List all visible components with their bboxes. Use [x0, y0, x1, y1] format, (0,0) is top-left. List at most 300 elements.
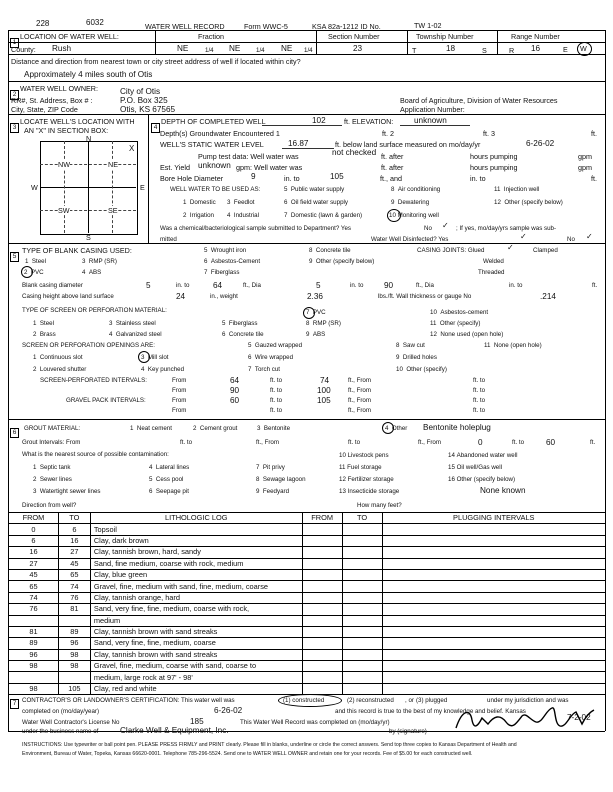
gravel-1-from-value[interactable]: 60	[230, 396, 240, 405]
opening-gauzed[interactable]: 5 Gauzed wrapped	[248, 342, 303, 349]
bore-in-to: in. to	[284, 174, 300, 183]
plug-interval-cell[interactable]	[382, 581, 605, 592]
joints-welded[interactable]: Welded	[483, 258, 504, 265]
bore-in-to-2: in. to	[470, 174, 486, 183]
log-from-cell[interactable]: 6	[9, 535, 59, 546]
log-to-cell[interactable]: 105	[58, 683, 90, 694]
gravel-ft-from-1: ft., From	[348, 397, 372, 404]
section-number-label: Section Number	[328, 32, 380, 41]
openings-label: SCREEN OR PERFORATION OPENINGS ARE:	[22, 342, 155, 349]
plug-from-cell[interactable]	[302, 569, 342, 580]
plug-interval-cell[interactable]	[382, 649, 605, 660]
use-5[interactable]: 5 Public water supply	[284, 186, 345, 193]
plug-from-cell[interactable]	[302, 604, 342, 615]
county-label: County:	[11, 45, 36, 54]
plug-interval-cell[interactable]	[382, 638, 605, 649]
log-to-cell[interactable]: 27	[58, 547, 90, 558]
grout-label: GROUT MATERIAL:	[24, 425, 81, 432]
log-description-cell[interactable]: Clay, dark brown	[90, 535, 302, 546]
joints-threaded[interactable]: Threaded	[478, 269, 505, 276]
township-value[interactable]: 18	[446, 44, 456, 53]
casing-wrought[interactable]: 5 Wrought iron	[204, 247, 247, 254]
casing-other[interactable]: 9 Other (specify below)	[309, 258, 375, 265]
log-from-cell[interactable]: 81	[9, 626, 59, 637]
perf-ft-from-1: ft., From	[348, 377, 372, 384]
check-mark-icon: ✓	[442, 221, 449, 230]
section-5-marker: 5	[10, 245, 20, 263]
blank-to-value[interactable]: 64	[213, 281, 223, 290]
log-to-cell[interactable]: 16	[58, 535, 90, 546]
table-row	[9, 604, 606, 615]
col-plugging-intervals: PLUGGING INTERVALS	[382, 513, 605, 524]
plug-from-cell[interactable]	[302, 581, 342, 592]
fraction-3[interactable]: NE	[281, 44, 293, 53]
plug-to-cell[interactable]	[342, 558, 382, 569]
col-from: FROM	[9, 513, 59, 524]
signature-label: by (signature)	[389, 728, 427, 735]
blank-ft-dia: ft., Dia	[243, 282, 261, 289]
plug-to-cell[interactable]	[342, 683, 382, 694]
yield-gpm: gpm	[578, 163, 592, 172]
log-to-cell[interactable]: 89	[58, 626, 90, 637]
quarter-mark: 1/4	[256, 47, 265, 54]
nw-label: NW	[58, 160, 70, 169]
grout-bentonite[interactable]: 3 Bentonite	[257, 425, 291, 432]
distance-value[interactable]: Approximately 4 miles south of Otis	[24, 70, 153, 79]
static-level-date[interactable]: 6-26-02	[526, 139, 555, 148]
log-description-cell[interactable]: Clay, tannish brown with sand streaks	[90, 626, 302, 637]
divider	[8, 81, 605, 82]
contam-3[interactable]: 3 Watertight sewer lines	[33, 488, 101, 495]
log-from-cell[interactable]: 74	[9, 592, 59, 603]
plug-to-cell[interactable]	[342, 649, 382, 660]
contam-2[interactable]: 2 Sewer lines	[33, 476, 72, 483]
gravel-ft-to-1b: ft. to	[473, 397, 486, 404]
log-from-cell[interactable]: 16	[9, 547, 59, 558]
table-row	[9, 615, 606, 626]
groundwater-label: Depth(s) Groundwater Encountered 1	[160, 129, 280, 138]
plug-to-cell[interactable]	[342, 626, 382, 637]
log-description-cell[interactable]: Sand, fine medium, coarse with rock, medium	[90, 558, 302, 569]
log-description-cell[interactable]: medium	[90, 615, 302, 626]
opening-louvered[interactable]: 2 Louvered shutter	[33, 366, 87, 373]
gauge-value[interactable]: .214	[540, 292, 556, 301]
casing-concrete[interactable]: 8 Concrete tile	[309, 247, 351, 254]
chem-no: No	[424, 225, 432, 232]
log-description-cell[interactable]: Sand, very fine, fine, medium, coarse with rock,	[90, 604, 302, 615]
pump-gpm: gpm	[578, 152, 592, 161]
bore-ft-and: ft., and	[380, 174, 402, 183]
divider	[8, 42, 605, 43]
contamination-label: What is the nearest source of possible contamination:	[22, 451, 169, 458]
section-value[interactable]: 23	[353, 44, 363, 53]
grout-other[interactable]: 4 Other	[385, 425, 408, 432]
record-completed-label: This Water Well Record was completed on (mo/day/yr)	[240, 719, 390, 726]
form-tw: TW 1-02	[414, 21, 442, 30]
use-2[interactable]: 2 Irrigation	[183, 212, 214, 219]
use-label: WELL WATER TO BE USED AS:	[170, 186, 261, 193]
header-number-2: 6032	[86, 18, 104, 27]
perf-ft-to-2: ft. to	[270, 387, 283, 394]
contam-16[interactable]: 16 Other (specify below)	[448, 476, 516, 483]
contam-13[interactable]: 13 Insecticide storage	[339, 488, 400, 495]
form-code: Form WWC-5	[244, 22, 288, 31]
blank-diameter-label: Blank casing diameter	[22, 282, 83, 289]
table-row	[9, 535, 606, 546]
log-from-cell[interactable]: 98	[9, 683, 59, 694]
plug-from-cell[interactable]	[302, 626, 342, 637]
plug-from-cell[interactable]	[302, 661, 342, 672]
opening-key[interactable]: 4 Key punched	[141, 366, 185, 373]
col-to: TO	[58, 513, 90, 524]
perf-ft-from-2: ft., From	[348, 387, 372, 394]
plug-interval-cell[interactable]	[382, 672, 605, 683]
bore-diameter-value[interactable]: 9	[251, 172, 256, 181]
owner-label: WATER WELL OWNER:	[20, 84, 98, 93]
log-from-cell[interactable]: 0	[9, 524, 59, 535]
perf-1-from-value[interactable]: 64	[230, 376, 240, 385]
log-from-cell[interactable]: 96	[9, 649, 59, 660]
casing-abs[interactable]: 4 ABS	[82, 269, 102, 276]
completed-value[interactable]: 6-26-02	[214, 706, 243, 715]
opening-saw[interactable]: 8 Saw cut	[396, 342, 425, 349]
contam-7[interactable]: 7 Pit privy	[256, 464, 285, 471]
perforated-intervals-label: SCREEN-PERFORATED INTERVALS:	[40, 377, 147, 384]
section-box-horizontal	[40, 187, 136, 188]
plug-from-cell[interactable]	[302, 672, 342, 683]
grout-ft-from-2: ft., From	[418, 439, 442, 446]
range-value[interactable]: 16	[531, 44, 541, 53]
fraction-2[interactable]: NE	[229, 44, 241, 53]
plug-from-cell[interactable]	[302, 524, 342, 535]
use-7[interactable]: 7 Domestic (lawn & garden)	[284, 212, 363, 219]
plug-interval-cell[interactable]	[382, 524, 605, 535]
log-from-cell[interactable]: 27	[9, 558, 59, 569]
use-6[interactable]: 6 Oil field water supply	[284, 199, 348, 206]
plug-interval-cell[interactable]	[382, 615, 605, 626]
contam-11[interactable]: 11 Fuel storage	[339, 464, 382, 471]
form-ksa: KSA 82a-1212 ID No.	[312, 22, 381, 31]
cert-plugged[interactable]: (3) plugged	[416, 697, 448, 704]
log-from-cell[interactable]: 89	[9, 638, 59, 649]
plug-interval-cell[interactable]	[382, 569, 605, 580]
screen-fiberglass[interactable]: 5 Fiberglass	[222, 320, 258, 327]
divider	[8, 114, 605, 115]
gw-ft-2: ft. 2	[382, 129, 394, 138]
grid-dashed	[112, 141, 113, 233]
elevation-label: ft. ELEVATION:	[344, 117, 394, 126]
plug-to-cell[interactable]	[342, 547, 382, 558]
dia-2-in-to: in. to	[350, 282, 364, 289]
gravel-ft-from-2: ft., From	[348, 407, 372, 414]
not-checked-value[interactable]: not checked	[332, 148, 377, 157]
cert-constructed[interactable]: (1) constructed	[283, 697, 325, 704]
plug-to-cell[interactable]	[342, 661, 382, 672]
log-to-cell[interactable]: 98	[58, 649, 90, 660]
log-to-cell[interactable]: 81	[58, 604, 90, 615]
table-row	[9, 649, 606, 660]
plug-to-cell[interactable]	[342, 569, 382, 580]
screen-steel[interactable]: 1 Steel	[33, 320, 54, 327]
grout-ft-to: ft. to	[180, 439, 193, 446]
fraction-1[interactable]: NE	[177, 44, 189, 53]
screen-other[interactable]: 11 Other (specify)	[430, 320, 481, 327]
plug-from-cell[interactable]	[302, 592, 342, 603]
screen-asbestos[interactable]: 10 Asbestos-cement	[430, 309, 489, 316]
east-label: E	[140, 183, 145, 192]
depth-value[interactable]: 102	[312, 116, 326, 125]
distance-label: Distance and direction from nearest town or city street address of well if located within city?	[11, 57, 301, 66]
log-description-cell[interactable]: medium, large rock at 97' - 98'	[90, 672, 302, 683]
log-description-cell[interactable]: Clay, tannish brown with sand streaks	[90, 649, 302, 660]
log-from-cell[interactable]: 76	[9, 604, 59, 615]
log-description-cell[interactable]: Clay, tannish brown, hard, sandy	[90, 547, 302, 558]
table-row	[9, 592, 606, 603]
casing-steel[interactable]: 1 Steel	[25, 258, 46, 265]
plug-to-cell[interactable]	[342, 604, 382, 615]
lithologic-log-table	[8, 512, 606, 695]
grout-from-value[interactable]: 0	[478, 438, 483, 447]
screen-abs[interactable]: 9 ABS	[306, 331, 326, 338]
height-value[interactable]: 24	[176, 292, 186, 301]
plug-interval-cell[interactable]	[382, 626, 605, 637]
gw-ft-end: ft.	[591, 129, 597, 138]
plug-interval-cell[interactable]	[382, 547, 605, 558]
screen-stainless[interactable]: 3 Stainless steel	[109, 320, 156, 327]
license-value[interactable]: 185	[190, 717, 204, 726]
address-label: RR#, St. Address, Box # :	[11, 96, 93, 105]
owner-value[interactable]: City of Otis	[120, 87, 161, 96]
screen-rmp[interactable]: 8 RMP (SR)	[306, 320, 341, 327]
perf-ft-to-2b: ft. to	[473, 387, 486, 394]
quarter-mark: 1/4	[205, 47, 214, 54]
opening-other[interactable]: 10 Other (specify)	[396, 366, 447, 373]
table-row	[9, 558, 606, 569]
chem-tail: ; If yes, mo/day/yrs sample was sub-	[456, 225, 557, 232]
record-date-value[interactable]: 7-2-02	[567, 713, 591, 722]
dia-2-value[interactable]: 5	[316, 281, 321, 290]
opening-none[interactable]: 11 None (open hole)	[484, 342, 542, 349]
disinfected-no: No	[567, 236, 575, 243]
perf-from-1: From	[172, 377, 187, 384]
plug-to-cell[interactable]	[342, 615, 382, 626]
locate-label-2: AN "X" IN SECTION BOX:	[24, 126, 109, 135]
grout-cement[interactable]: 2 Cement grout	[193, 425, 238, 432]
log-description-cell[interactable]: Clay, tannish orange, hard	[90, 592, 302, 603]
screen-none[interactable]: 12 None used (open hole)	[430, 331, 504, 338]
plug-to-cell[interactable]	[342, 535, 382, 546]
city-label: City, State, ZIP Code	[11, 105, 78, 114]
perf-1-to-value[interactable]: 74	[320, 376, 330, 385]
city-value[interactable]: Otis, KS 67565	[120, 105, 176, 114]
elevation-value[interactable]: unknown	[414, 116, 447, 125]
plug-from-cell[interactable]	[302, 547, 342, 558]
log-to-cell[interactable]: 74	[58, 581, 90, 592]
perf-2-from-value[interactable]: 90	[230, 386, 240, 395]
opening-wire[interactable]: 6 Wire wrapped	[248, 354, 294, 361]
log-to-cell[interactable]: 76	[58, 592, 90, 603]
use-12[interactable]: 12 Other (specify below)	[494, 199, 563, 206]
opening-drilled[interactable]: 9 Drilled holes	[396, 354, 437, 361]
use-9[interactable]: 9 Dewatering	[391, 199, 430, 206]
plug-to-cell[interactable]	[342, 524, 382, 535]
gravel-1-to-value[interactable]: 105	[317, 396, 331, 405]
use-10[interactable]: 10 Monitoring well	[389, 212, 439, 219]
log-from-cell[interactable]: 65	[9, 581, 59, 592]
log-to-cell[interactable]: 98	[58, 661, 90, 672]
use-11[interactable]: 11 Injection well	[494, 186, 540, 193]
use-8[interactable]: 8 Air conditioning	[391, 186, 441, 193]
log-to-cell[interactable]: 96	[58, 638, 90, 649]
opening-torch[interactable]: 7 Torch cut	[248, 366, 280, 373]
est-yield-value[interactable]: unknown	[198, 161, 231, 170]
log-from-cell[interactable]: 45	[9, 569, 59, 580]
plug-from-cell[interactable]	[302, 649, 342, 660]
static-level-label: WELL'S STATIC WATER LEVEL	[160, 140, 264, 149]
use-4[interactable]: 4 Industrial	[227, 212, 259, 219]
contam-1[interactable]: 1 Septic tank	[33, 464, 71, 471]
plug-to-cell[interactable]	[342, 581, 382, 592]
joints-clamped[interactable]: Clamped	[533, 247, 558, 254]
plug-interval-cell[interactable]	[382, 535, 605, 546]
screen-pvc[interactable]: 7 PVC	[306, 309, 326, 316]
cert-reconstructed[interactable]: (2) reconstructed	[347, 697, 394, 704]
log-description-cell[interactable]: Gravel, fine, medium with sand, fine, medium, coarse	[90, 581, 302, 592]
log-to-cell[interactable]: 65	[58, 569, 90, 580]
plug-from-cell[interactable]	[302, 558, 342, 569]
opening-continuous[interactable]: 1 Continuous slot	[33, 354, 83, 361]
screen-galvanized[interactable]: 4 Galvanized steel	[109, 331, 162, 338]
log-to-cell[interactable]	[58, 615, 90, 626]
pump-hours: hours pumping	[470, 152, 518, 161]
plug-interval-cell[interactable]	[382, 683, 605, 694]
log-description-cell[interactable]: Topsoil	[90, 524, 302, 535]
contam-5[interactable]: 5 Cess pool	[149, 476, 184, 483]
casing-pvc[interactable]: 2 PVC	[24, 269, 44, 276]
contam-8[interactable]: 8 Sewage lagoon	[256, 476, 306, 483]
business-value[interactable]: Clarke Well & Equipment, Inc.	[120, 726, 229, 735]
grid-dashed	[40, 210, 136, 211]
contam-9[interactable]: 9 Feedyard	[256, 488, 290, 495]
table-row	[9, 569, 606, 580]
contam-6[interactable]: 6 Seepage pit	[149, 488, 189, 495]
underline	[262, 125, 342, 126]
log-to-cell[interactable]: 6	[58, 524, 90, 535]
table-row	[9, 581, 606, 592]
contam-4[interactable]: 4 Lateral lines	[149, 464, 190, 471]
grout-to-value[interactable]: 60	[546, 438, 556, 447]
section-box[interactable]	[40, 141, 138, 235]
plug-to-cell[interactable]	[342, 638, 382, 649]
log-description-cell[interactable]: Gravel, fine, medium, coarse with sand, coarse to	[90, 661, 302, 672]
log-to-cell[interactable]: 45	[58, 558, 90, 569]
static-level-middle: ft. below land surface measured on mo/day/yr	[335, 140, 481, 149]
height-label: Casing height above land surface	[22, 293, 114, 300]
instructions-line-2: Environment, Bureau of Water, Topeka, Kansas 66620-0001. Telephone 785-296-5524. Send one to WATER WELL OWNER and retain one for your records. Fee of $5.00 for each constructed well.	[22, 751, 473, 757]
log-from-cell[interactable]	[9, 615, 59, 626]
form-title: WATER WELL RECORD	[145, 22, 225, 31]
header-number-1: 228	[36, 19, 50, 28]
plug-from-cell[interactable]	[302, 535, 342, 546]
dia-2-ft-dia: ft., Dia	[416, 282, 434, 289]
col-from-2: FROM	[302, 513, 342, 524]
contam-12[interactable]: 12 Fertilizer storage	[339, 476, 394, 483]
static-level-value[interactable]: 16.87	[288, 139, 309, 148]
casing-rmp[interactable]: 3 RMP (SR)	[82, 258, 117, 265]
plug-from-cell[interactable]	[302, 638, 342, 649]
weight-value[interactable]: 2.36	[307, 292, 323, 301]
plug-interval-cell[interactable]	[382, 661, 605, 672]
grout-ft-to-2: ft. to	[348, 439, 361, 446]
log-description-cell[interactable]: Clay, red and white	[90, 683, 302, 694]
divider	[8, 243, 605, 244]
casing-asbestos[interactable]: 6 Asbestos-Cement	[204, 258, 261, 265]
casing-joints-label: CASING JOINTS: Glued	[417, 247, 485, 254]
divider	[497, 30, 498, 54]
completed-label: completed on (mo/day/year)	[22, 708, 100, 715]
use-1[interactable]: 1 Domestic	[183, 199, 216, 206]
plug-interval-cell[interactable]	[382, 592, 605, 603]
plug-to-cell[interactable]	[342, 672, 382, 683]
none-known-value[interactable]: None known	[480, 486, 526, 495]
gw-ft-3: ft. 3	[483, 129, 495, 138]
quarter-mark: 1/4	[304, 47, 313, 54]
blank-diameter-value[interactable]: 5	[146, 281, 151, 290]
pump-ft-after: ft. after	[381, 152, 404, 161]
grout-neat[interactable]: 1 Neat cement	[130, 425, 172, 432]
gravel-intervals-label: GRAVEL PACK INTERVALS:	[66, 397, 146, 404]
plug-from-cell[interactable]	[302, 615, 342, 626]
screen-brass[interactable]: 2 Brass	[33, 331, 56, 338]
use-3[interactable]: 3 Feedlot	[227, 199, 255, 206]
contam-14[interactable]: 14 Abandoned water well	[448, 452, 518, 459]
plug-to-cell[interactable]	[342, 592, 382, 603]
chem-question: Was a chemical/bacteriological sample submitted to Department? Yes	[160, 225, 351, 232]
log-to-cell[interactable]	[58, 672, 90, 683]
application-label: Application Number:	[400, 105, 465, 114]
underline	[400, 125, 470, 126]
log-description-cell[interactable]: Clay, blue green	[90, 569, 302, 580]
perf-2-to-value[interactable]: 100	[317, 386, 331, 395]
true-statement: and this record is true to the best of my knowledge and belief. Kansas	[335, 708, 526, 715]
height-in-weight: in., weight	[210, 293, 238, 300]
check-mark-icon: ✓	[586, 232, 593, 241]
est-yield-label: Est. Yield	[160, 163, 190, 172]
dia-2-to-value[interactable]: 90	[384, 281, 394, 290]
contam-15[interactable]: 15 Oil well/Gas well	[448, 464, 502, 471]
grout-other-value[interactable]: Bentonite holeplug	[423, 423, 491, 432]
log-from-cell[interactable]	[9, 672, 59, 683]
col-lithologic-log: LITHOLOGIC LOG	[90, 513, 302, 524]
section-1-label: LOCATION OF WATER WELL:	[20, 32, 119, 41]
log-from-cell[interactable]: 98	[9, 661, 59, 672]
plug-interval-cell[interactable]	[382, 604, 605, 615]
casing-fiberglass[interactable]: 7 Fiberglass	[204, 269, 240, 276]
cert-or: , or	[405, 697, 414, 704]
address-value[interactable]: P.O. Box 325	[120, 96, 168, 105]
se-label: SE	[108, 206, 118, 215]
county-value[interactable]: Rush	[52, 44, 72, 53]
form-top-border	[8, 30, 605, 31]
grout-ft-end: ft.	[590, 439, 596, 446]
bore-to-value[interactable]: 105	[330, 172, 344, 181]
log-description-cell[interactable]: Sand, very fine, fine, medium, coarse	[90, 638, 302, 649]
plug-interval-cell[interactable]	[382, 558, 605, 569]
screen-concrete[interactable]: 6 Concrete tile	[222, 331, 264, 338]
table-row	[9, 638, 606, 649]
opening-mill[interactable]: 3 Mill slot	[141, 354, 169, 361]
contam-10[interactable]: 10 Livestock pens	[339, 452, 389, 459]
